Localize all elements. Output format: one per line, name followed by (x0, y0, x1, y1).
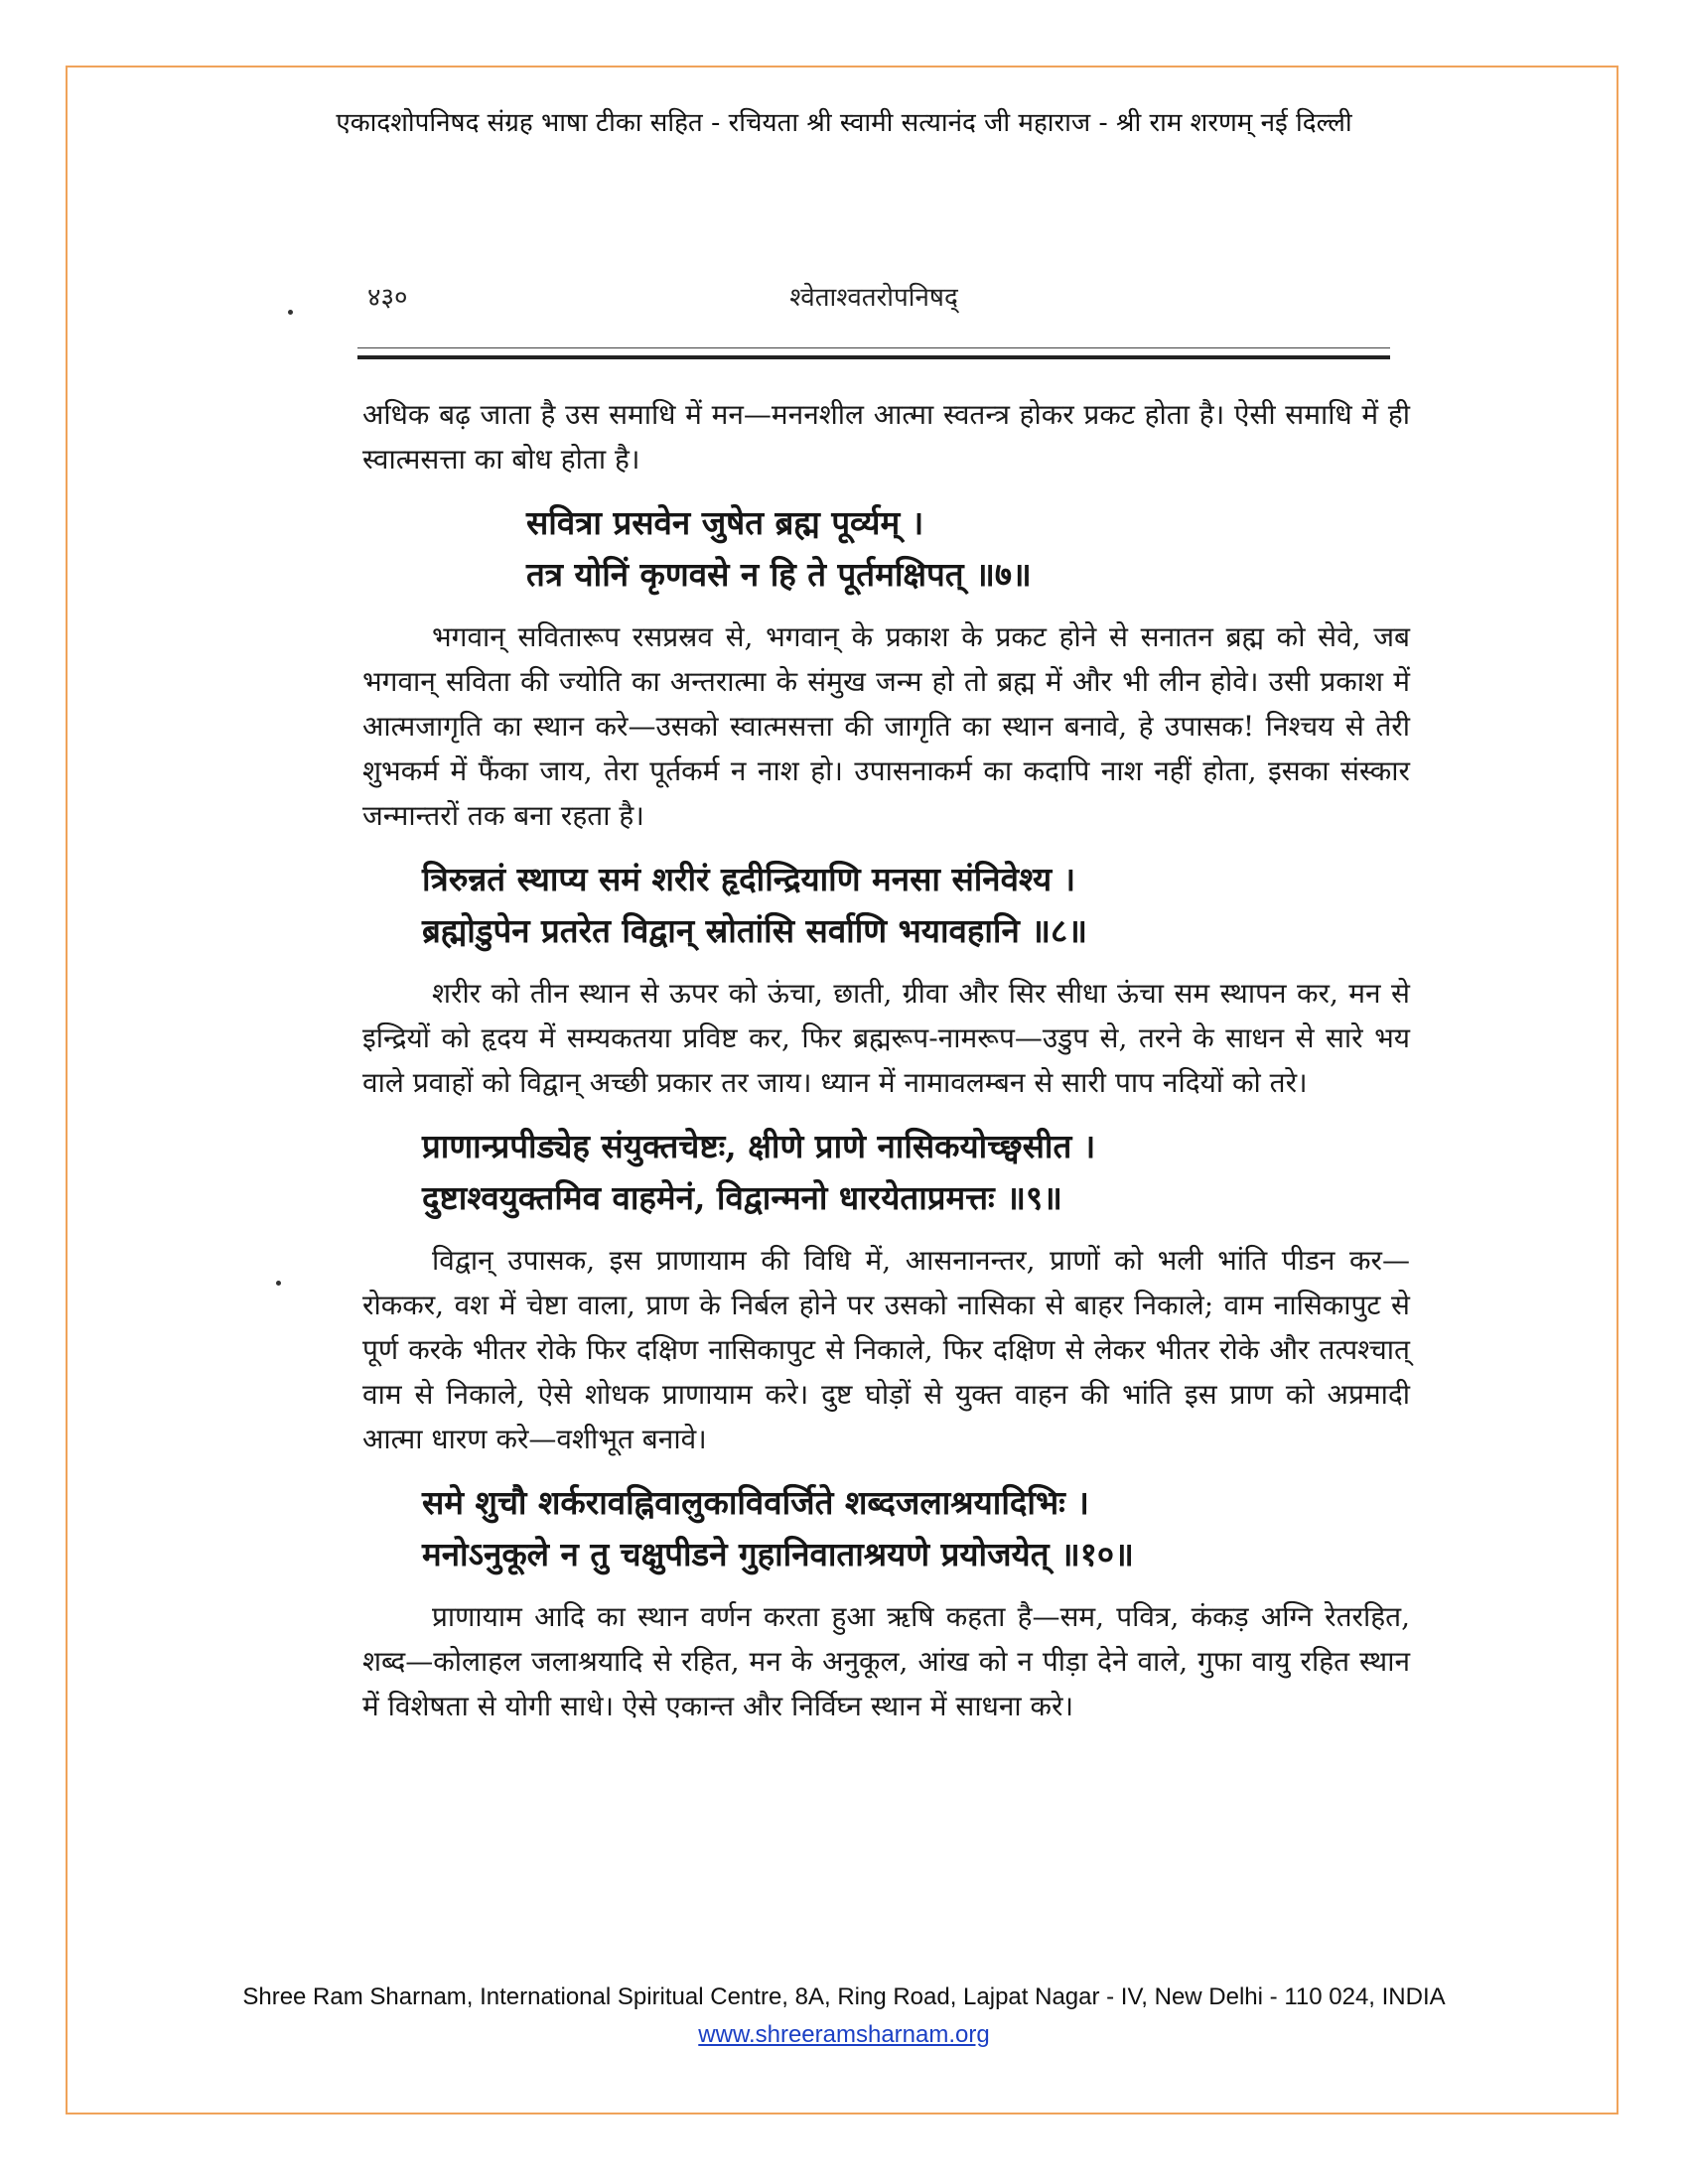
verse-line: त्रिरुन्नतं स्थाप्य समं शरीरं हृदीन्द्रियाणि मनसा संनिवेश्य । (422, 860, 1076, 898)
website-link[interactable]: www.shreeramsharnam.org (698, 2021, 990, 2048)
verse-line: समे शुचौ शर्करावह्निवालुकाविवर्जिते शब्दजलाश्रयादिभिः । (422, 1483, 1089, 1522)
header-rule-thin (357, 347, 1390, 348)
commentary-paragraph: विद्वान् उपासक, इस प्राणायाम की विधि में, आसनानन्तर, प्राणों को भली भांति पीडन कर—रोककर, वश में चेष्टा वाला, प्राण के निर्बल होने पर उसको नासिका से बाहर निकाले; वाम नासिकापुट से पूर्ण करके भीतर रोके फिर दक्षिण नासिकापुट से निकाले, फिर दक्षिण से लेकर भीतर रोके और तत्पश्चात् वाम से निकाले, ऐसे शोधक प्राणायाम करे। दुष्ट घोड़ों से युक्त वाहन की भांति इस प्राण को अप्रमादी आत्मा धारण करे—वशीभूत बनावे। (362, 1244, 1410, 1455)
footer-website (0, 2021, 1688, 2049)
scan-speck (288, 310, 293, 315)
verse-line: मनोऽनुकूले न तु चक्षुपीडने गुहानिवाताश्रयणे प्रयोजयेत् ॥१०॥ (422, 1535, 1134, 1573)
verse-9 (362, 1121, 1410, 1224)
verse-7 (362, 497, 1410, 601)
verse-8 (362, 854, 1410, 957)
verse-line: तत्र योनिं कृणवसे न हि ते पूर्तमक्षिपत् ॥७॥ (526, 555, 1032, 594)
footer-address: Shree Ram Sharnam, International Spiritual Centre, 8A, Ring Road, Lajpat Nagar - IV, New Delhi - 110 024, INDIA (242, 1983, 1446, 2010)
header-rule-thick (357, 355, 1390, 359)
running-head (357, 278, 1390, 318)
running-title: श्वेताश्वतरोपनिषद् (789, 283, 958, 313)
commentary-paragraph: प्राणायाम आदि का स्थान वर्णन करता हुआ ऋषि कहता है—सम, पवित्र, कंकड़ अग्नि रेतरहित, शब्द—कोलाहल जलाश्रयादि से रहित, मन के अनुकूल, आंख को न पीड़ा देने वाले, गुफा वायु रहित स्थान में विशेषता से योगी साधे। ऐसे एकान्त और निर्विघ्न स्थान में साधना करे। (362, 1600, 1410, 1722)
verse-line: ब्रह्मोडुपेन प्रतरेत विद्वान् स्रोतांसि सर्वाणि भयावहानि ॥८॥ (422, 911, 1087, 950)
verse-10 (362, 1477, 1410, 1580)
page-body (362, 392, 1410, 1744)
commentary-paragraph: अधिक बढ़ जाता है उस समाधि में मन—मननशील आत्मा स्वतन्त्र होकर प्रकट होता है। ऐसी समाधि में ही स्वात्मसत्ता का बोध होता है। (362, 398, 1410, 476)
verse-line: प्राणान्प्रपीड्येह संयुक्तचेष्टः, क्षीणे प्राणे नासिकयोच्छ्वसीत । (422, 1127, 1096, 1165)
page-number: ४३० (367, 283, 408, 313)
scan-speck (276, 1281, 281, 1286)
commentary-paragraph: भगवान् सवितारूप रसप्रस्रव से, भगवान् के प्रकाश के प्रकट होने से सनातन ब्रह्म को सेवे, जब भगवान् सविता की ज्योति का अन्तरात्मा के संमुख जन्म हो तो ब्रह्म में और भी लीन होवे। उसी प्रकाश में आत्मजागृति का स्थान करे—उसको स्वात्मसत्ता की जागृति का स्थान बनावे, हे उपासक! निश्चय से तेरी शुभकर्म में फैंका जाय, तेरा पूर्तकर्म न नाश हो। उपासनाकर्म का कदापि नाश नहीं होता, इसका संस्कार जन्मान्तरों तक बना रहता है। (362, 620, 1410, 832)
document-header: एकादशोपनिषद संग्रह भाषा टीका सहित - रचियता श्री स्वामी सत्यानंद जी महाराज - श्री राम शरणम् नई दिल्ली (336, 108, 1352, 138)
verse-line: सवित्रा प्रसवेन जुषेत ब्रह्म पूर्व्यम् । (526, 503, 924, 542)
commentary-paragraph: शरीर को तीन स्थान से ऊपर को ऊंचा, छाती, ग्रीवा और सिर सीधा ऊंचा सम स्थापन कर, मन से इन्द्रियों को हृदय में सम्यकतया प्रविष्ट कर, फिर ब्रह्मरूप-नामरूप—उडुप से, तरने के साधन से सारे भय वाले प्रवाहों को विद्वान् अच्छी प्रकार तर जाय। ध्यान में नामावलम्बन से सारी पाप नदियों को तरे। (362, 977, 1410, 1099)
verse-line: दुष्टाश्वयुक्तमिव वाहमेनं, विद्वान्मनो धारयेताप्रमत्तः ॥९॥ (422, 1178, 1062, 1217)
scanned-page (318, 238, 1430, 1956)
